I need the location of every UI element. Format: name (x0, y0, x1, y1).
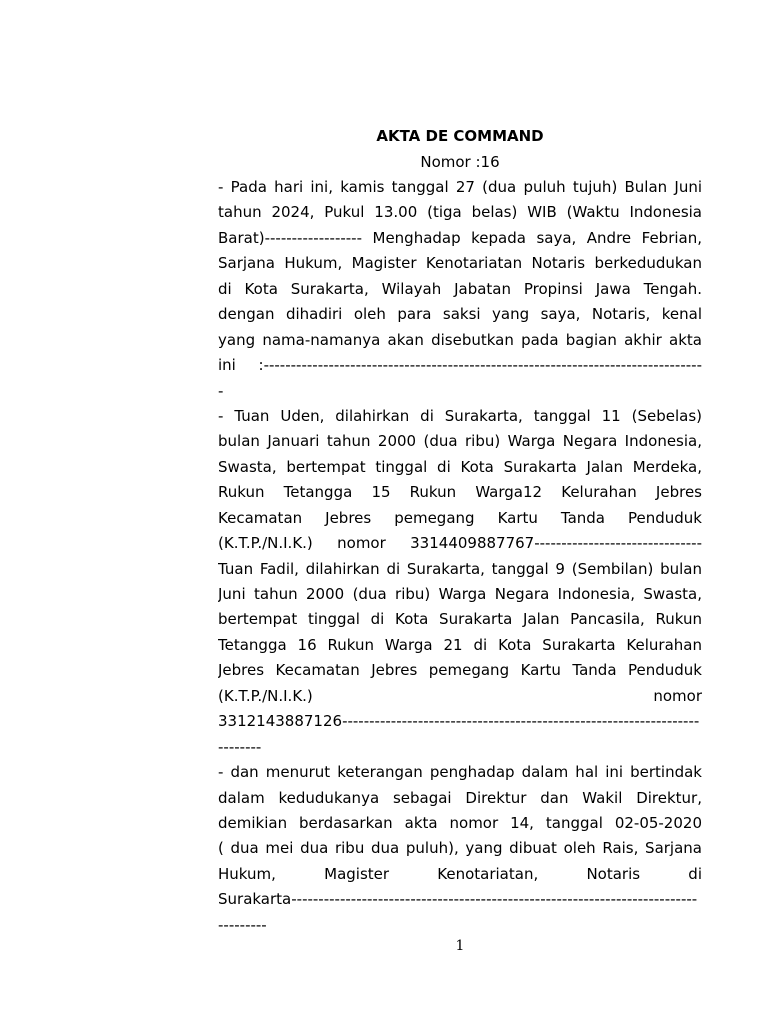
body-line: Kecamatan Jebres pemegang Kartu Tanda Penduduk (218, 508, 702, 527)
body-line: dalam kedudukanya sebagai Direktur dan Wakil Direktur, (218, 788, 702, 807)
body-line: Jebres Kecamatan Jebres pemegang Kartu Tanda Penduduk (218, 661, 702, 680)
page-number: 1 (455, 938, 465, 954)
body-line: tahun 2024, Pukul 13.00 (tiga belas) WIB (Waktu Indonesia (218, 203, 702, 222)
body-line: ( dua mei dua ribu dua puluh), yang dibuat oleh Rais, Sarjana (218, 839, 702, 858)
body-line: (K.T.P./N.I.K.) nomor (218, 686, 702, 705)
body-line: - dan menurut keterangan penghadap dalam hal ini bertindak (218, 763, 702, 782)
body-line: bertempat tinggal di Kota Surakarta Jalan Pancasila, Rukun (218, 610, 702, 629)
body-line: -------- (218, 737, 262, 756)
body-line: Rukun Tetangga 15 Rukun Warga12 Kelurahan Jebres (218, 483, 702, 502)
body-line: (K.T.P./N.I.K.) nomor 3314409887767------------------------------- (218, 534, 702, 553)
body-line: Tetangga 16 Rukun Warga 21 di Kota Surakarta Kelurahan (218, 635, 702, 654)
body-line: Swasta, bertempat tinggal di Kota Surakarta Jalan Merdeka, (218, 457, 702, 476)
body-line: Tuan Fadil, dilahirkan di Surakarta, tanggal 9 (Sembilan) bulan (218, 559, 702, 578)
body-line: 3312143887126------------------------------------------------------------------ (218, 712, 700, 731)
body-line: Hukum, Magister Kenotariatan, Notaris di (218, 864, 702, 883)
body-line: Barat)------------------ Menghadap kepada saya, Andre Febrian, (218, 228, 702, 247)
document-body (218, 176, 702, 939)
body-line: Surakarta--------------------------------------------------------------------------- (218, 890, 698, 909)
body-line: --------- (218, 915, 267, 934)
body-line: - Pada hari ini, kamis tanggal 27 (dua puluh tujuh) Bulan Juni (218, 178, 702, 196)
body-line: ini :--------------------------------------------------------------------------------- (218, 356, 702, 375)
body-line: dengan dihadiri oleh para saksi yang saya, Notaris, kenal (218, 305, 702, 324)
body-line: demikian berdasarkan akta nomor 14, tanggal 02-05-2020 (218, 813, 702, 832)
body-line: Sarjana Hukum, Magister Kenotariatan Notaris berkedudukan (218, 254, 702, 273)
body-line: - (218, 381, 224, 400)
body-line: - Tuan Uden, dilahirkan di Surakarta, tanggal 11 (Sebelas) (218, 406, 702, 425)
body-line: di Kota Surakarta, Wilayah Jabatan Propinsi Jawa Tengah. (218, 279, 702, 298)
body-line: Juni tahun 2000 (dua ribu) Warga Negara Indonesia, Swasta, (218, 585, 702, 603)
body-line: yang nama-namanya akan disebutkan pada bagian akhir akta (218, 330, 702, 349)
document-title: AKTA DE COMMAND (376, 127, 544, 145)
body-line: bulan Januari tahun 2000 (dua ribu) Warga Negara Indonesia, (218, 432, 702, 451)
document-number: Nomor :16 (420, 153, 500, 171)
